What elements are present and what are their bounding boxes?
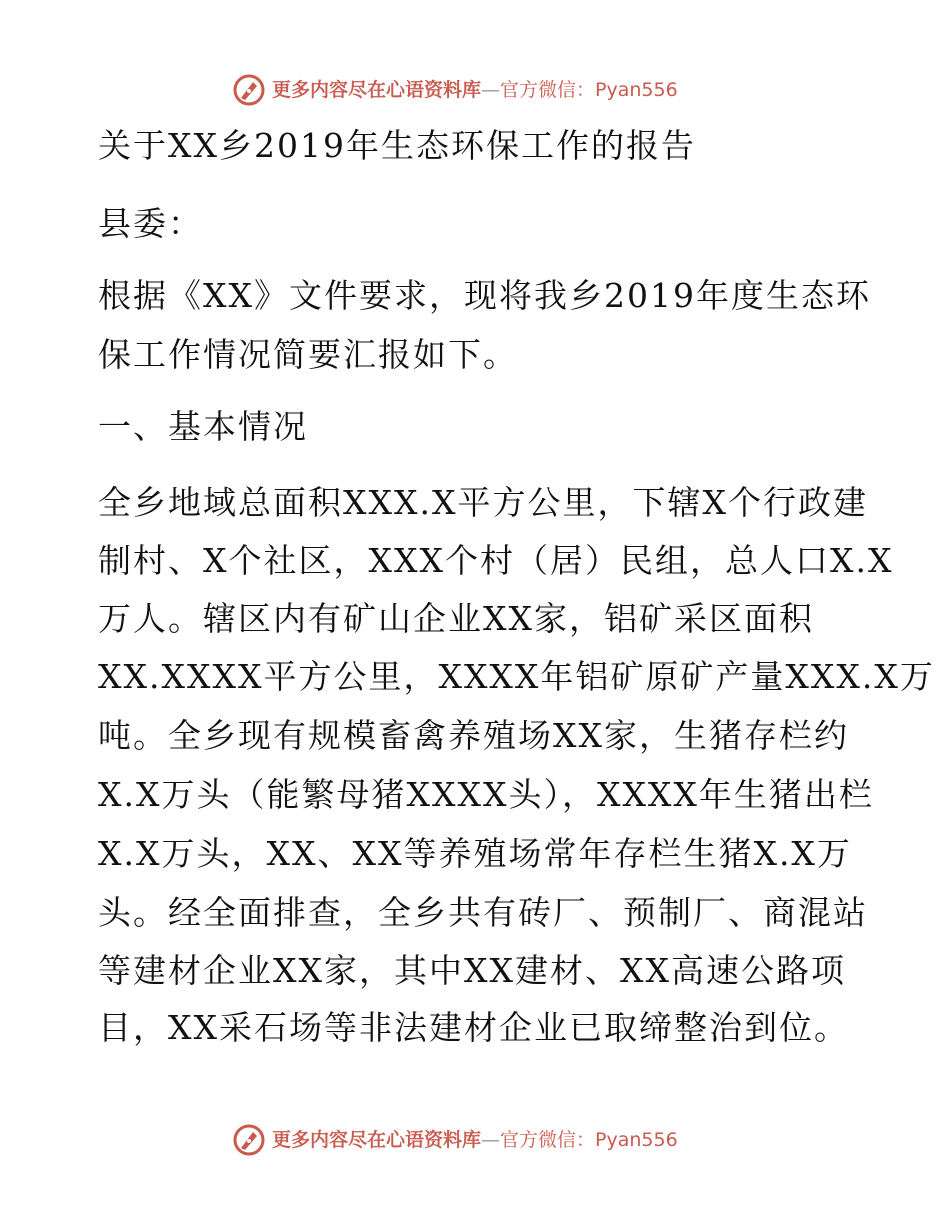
salutation: 县委：: [98, 204, 203, 243]
watermark-text: [272, 1128, 678, 1152]
section-heading: 一、基本情况: [98, 407, 308, 446]
footer-watermark: [0, 1120, 950, 1160]
intro-line: 根据《XX》文件要求，现将我乡2019年度生态环: [98, 276, 871, 315]
paragraph-line: XX.XXXX平方公里，XXXX年铝矿原矿产量XXX.X万: [98, 657, 935, 696]
watermark-wechat: 官方微信：Pyan556: [500, 1129, 678, 1151]
paragraph-line: 万人。辖区内有矿山企业XX家，铝矿采区面积: [98, 599, 814, 638]
watermark-separator: —: [481, 1129, 501, 1151]
document-title: 关于XX乡2019年生态环保工作的报告: [98, 126, 696, 165]
intro-line: 保工作情况简要汇报如下。: [98, 335, 518, 374]
watermark-wechat: 官方微信：Pyan556: [500, 79, 678, 101]
paragraph-line: 目，XX采石场等非法建材企业已取缔整治到位。: [98, 1008, 849, 1047]
pen-nib-circle-icon: [232, 73, 266, 107]
header-watermark: [0, 70, 950, 110]
paragraph-line: X.X万头，XX、XX等养殖场常年存栏生猪X.X万: [98, 834, 852, 873]
watermark-text: [272, 78, 678, 102]
watermark-main: 更多内容尽在心语资料库: [272, 79, 482, 101]
paragraph-line: X.X万头（能繁母猪XXXX头），XXXX年生猪出栏: [98, 775, 874, 814]
paragraph-line: 全乡地域总面积XXX.X平方公里，下辖X个行政建: [98, 483, 868, 522]
paragraph-line: 制村、X个社区，XXX个村（居）民组，总人口X.X: [98, 541, 894, 580]
paragraph-line: 头。经全面排查，全乡共有砖厂、预制厂、商混站: [98, 893, 868, 932]
watermark-separator: —: [481, 79, 501, 101]
paragraph-line: 吨。全乡现有规模畜禽养殖场XX家，生猪存栏约: [98, 716, 849, 755]
pen-nib-circle-icon: [232, 1123, 266, 1157]
paragraph-line: 等建材企业XX家，其中XX建材、XX高速公路项: [98, 951, 846, 990]
watermark-main: 更多内容尽在心语资料库: [272, 1129, 482, 1151]
